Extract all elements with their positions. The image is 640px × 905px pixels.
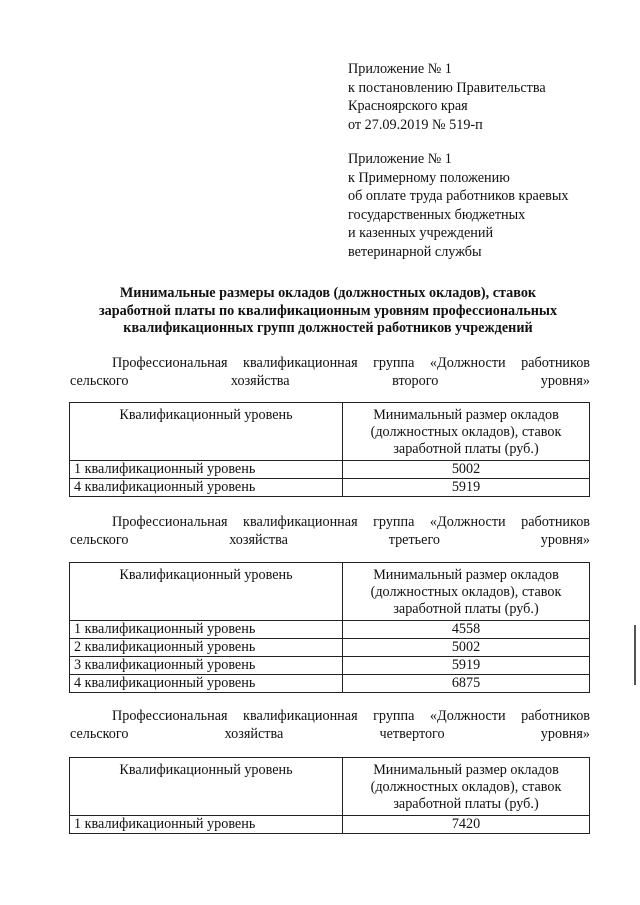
table-row bbox=[70, 675, 590, 693]
table-header-row bbox=[70, 758, 590, 816]
column-header-level: Квалификационный уровень bbox=[70, 563, 343, 621]
table-row bbox=[70, 461, 590, 479]
salary-cell: 5919 bbox=[343, 479, 590, 497]
column-header-salary: Минимальный размер окладов (должностных окладов), ставок заработной платы (руб.) bbox=[343, 563, 590, 621]
document-title: Минимальные размеры окладов (должностных окладов), ставок заработной платы по квалификационным уровням профессиональных квалификационных групп должностей работников учреждений bbox=[98, 285, 558, 336]
level-cell: 4 квалификационный уровень bbox=[70, 675, 343, 693]
salary-table-second-level bbox=[69, 402, 590, 497]
salary-cell: 7420 bbox=[343, 816, 590, 834]
column-header-level: Квалификационный уровень bbox=[70, 758, 343, 816]
group-caption-second-level: Профессиональная квалификационная группа «Должности работников сельского хозяйства второго уровня» bbox=[70, 355, 590, 389]
salary-table-third-level bbox=[69, 562, 590, 693]
table-row bbox=[70, 479, 590, 497]
table-header-row bbox=[70, 563, 590, 621]
group-caption-fourth-level: Профессиональная квалификационная группа «Должности работников сельского хозяйства четвертого уровня» bbox=[70, 708, 590, 742]
level-cell: 1 квалификационный уровень bbox=[70, 461, 343, 479]
appendix-note-government: Приложение № 1 к постановлению Правительства Красноярского края от 27.09.2019 № 519-п bbox=[348, 61, 546, 133]
level-cell: 2 квалификационный уровень bbox=[70, 639, 343, 657]
level-cell: 1 квалификационный уровень bbox=[70, 621, 343, 639]
table-row bbox=[70, 657, 590, 675]
table-row bbox=[70, 816, 590, 834]
table-row bbox=[70, 639, 590, 657]
appendix-note-regulation: Приложение № 1 к Примерному положению об оплате труда работников краевых государственных бюджетных и казенных учреждений ветеринарной службы bbox=[348, 151, 569, 260]
salary-cell: 5002 bbox=[343, 461, 590, 479]
salary-cell: 4558 bbox=[343, 621, 590, 639]
salary-cell: 5002 bbox=[343, 639, 590, 657]
salary-cell: 6875 bbox=[343, 675, 590, 693]
table-row bbox=[70, 621, 590, 639]
scan-edge-mark bbox=[634, 625, 636, 685]
level-cell: 4 квалификационный уровень bbox=[70, 479, 343, 497]
salary-cell: 5919 bbox=[343, 657, 590, 675]
level-cell: 1 квалификационный уровень bbox=[70, 816, 343, 834]
salary-table-fourth-level bbox=[69, 757, 590, 834]
table-header-row bbox=[70, 403, 590, 461]
group-caption-third-level: Профессиональная квалификационная группа «Должности работников сельского хозяйства третьего уровня» bbox=[70, 514, 590, 548]
level-cell: 3 квалификационный уровень bbox=[70, 657, 343, 675]
column-header-salary: Минимальный размер окладов (должностных окладов), ставок заработной платы (руб.) bbox=[343, 758, 590, 816]
column-header-level: Квалификационный уровень bbox=[70, 403, 343, 461]
column-header-salary: Минимальный размер окладов (должностных окладов), ставок заработной платы (руб.) bbox=[343, 403, 590, 461]
